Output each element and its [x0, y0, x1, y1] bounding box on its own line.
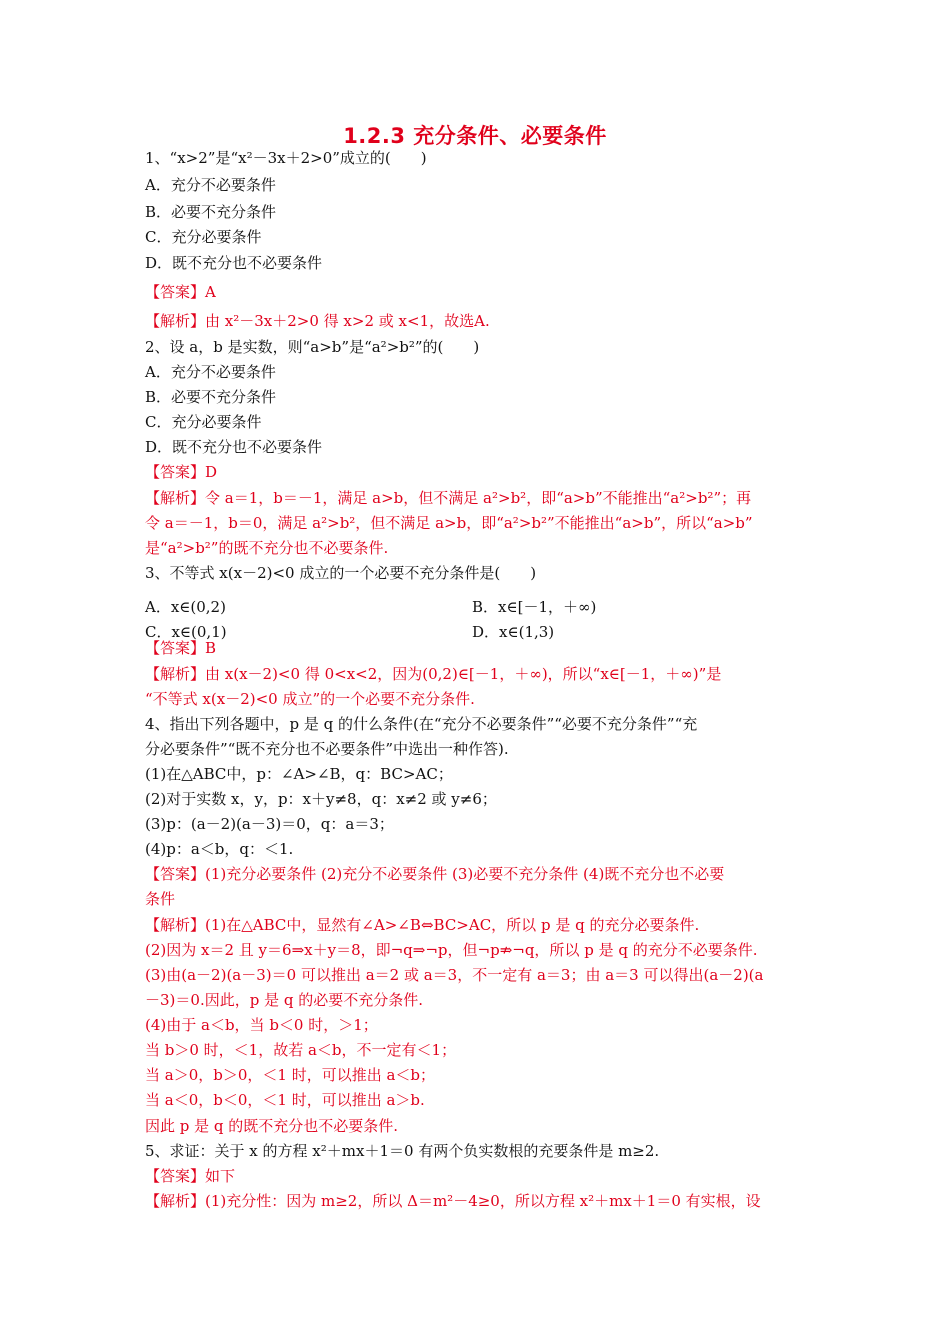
text-line: 【答案】A — [145, 283, 216, 301]
text-line: 5、求证：关于 x 的方程 x²＋mx＋1＝0 有两个负实数根的充要条件是 m≥2. — [145, 1142, 660, 1160]
text-line: C．充分必要条件 — [145, 228, 262, 246]
q3-option-a: A．x∈(0,2) — [145, 598, 226, 616]
text-line: C．充分必要条件 — [145, 413, 262, 431]
text-line: 3、不等式 x(x－2)<0 成立的一个必要不充分条件是( ) — [145, 564, 537, 582]
text-line: B．必要不充分条件 — [145, 203, 277, 221]
text-line: 【解析】由 x(x－2)<0 得 0<x<2，因为(0,2)∈[－1，＋∞)，所以“x∈[－1，＋∞)”是 — [145, 665, 722, 683]
text-line: B．必要不充分条件 — [145, 388, 277, 406]
text-line: 令 a＝－1，b＝0，满足 a²>b²，但不满足 a>b，即“a²>b²”不能推出“a>b”，所以“a>b” — [145, 514, 753, 532]
q3-option-d: D．x∈(1,3) — [472, 623, 555, 641]
text-line: (4)p：a＜b，q：＜1. — [145, 840, 294, 858]
page-title: 1.2.3 充分条件、必要条件 — [343, 124, 607, 148]
text-line: “不等式 x(x－2)<0 成立”的一个必要不充分条件. — [145, 690, 475, 708]
q3-option-b: B．x∈[－1，＋∞) — [472, 598, 597, 616]
text-line: －3)＝0.因此，p 是 q 的必要不充分条件. — [145, 991, 423, 1009]
text-line: (4)由于 a＜b，当 b＜0 时，＞1； — [145, 1016, 378, 1034]
text-line: D．既不充分也不必要条件 — [145, 438, 323, 456]
text-line: 【解析】由 x²－3x＋2>0 得 x>2 或 x<1，故选A. — [145, 312, 490, 330]
text-line: 【答案】D — [145, 463, 218, 481]
text-line: D．既不充分也不必要条件 — [145, 254, 323, 272]
text-line: (2)因为 x＝2 且 y＝6⇒x＋y＝8，即¬q⇒¬p，但¬p⇏¬q，所以 p 是 q 的充分不必要条件. — [145, 941, 758, 959]
text-line: (3)由(a－2)(a－3)＝0 可以推出 a＝2 或 a＝3，不一定有 a＝3；由 a＝3 可以得出(a－2)(a — [145, 966, 764, 984]
text-line: 【解析】令 a＝1，b＝－1，满足 a>b，但不满足 a²>b²，即“a>b”不能推出“a²>b²”；再 — [145, 489, 752, 507]
text-line: (2)对于实数 x，y，p：x＋y≠8，q：x≠2 或 y≠6； — [145, 790, 497, 808]
text-line: 【解析】(1)充分性：因为 m≥2，所以 Δ＝m²－4≥0，所以方程 x²＋mx＋1＝0 有实根，设 — [145, 1192, 761, 1210]
text-line: 当 a＜0，b＜0，＜1 时，可以推出 a＞b. — [145, 1091, 425, 1109]
text-line: A．充分不必要条件 — [145, 363, 276, 381]
text-line: 是“a²>b²”的既不充分也不必要条件. — [145, 539, 389, 557]
q3-option-c: C．x∈(0,1) — [145, 623, 227, 641]
text-line: 分必要条件”“既不充分也不必要条件”中选出一种作答). — [145, 740, 509, 758]
text-line: 【解析】(1)在△ABC中，显然有∠A>∠B⇔BC>AC，所以 p 是 q 的充分必要条件. — [145, 916, 700, 934]
text-line: 2、设 a，b 是实数，则“a>b”是“a²>b²”的( ) — [145, 338, 480, 356]
text-line: (3)p：(a－2)(a－3)＝0，q：a＝3； — [145, 815, 394, 833]
text-line: 【答案】(1)充分必要条件 (2)充分不必要条件 (3)必要不充分条件 (4)既不充分也不必要 — [145, 865, 725, 883]
text-line: 4、指出下列各题中，p 是 q 的什么条件(在“充分不必要条件”“必要不充分条件”“充 — [145, 715, 698, 733]
text-line: 条件 — [145, 890, 176, 908]
text-line: A．充分不必要条件 — [145, 176, 276, 194]
text-line: 因此 p 是 q 的既不充分也不必要条件. — [145, 1117, 399, 1135]
text-line: 1、“x>2”是“x²－3x＋2>0”成立的( ) — [145, 149, 427, 167]
text-line: 【答案】B — [145, 639, 217, 657]
text-line: 当 a＞0，b＞0，＜1 时，可以推出 a＜b； — [145, 1066, 436, 1084]
text-line: 当 b＞0 时，＜1，故若 a＜b，不一定有＜1； — [145, 1041, 457, 1059]
text-line: (1)在△ABC中，p：∠A>∠B，q：BC>AC； — [145, 765, 453, 783]
text-line: 【答案】如下 — [145, 1167, 236, 1185]
